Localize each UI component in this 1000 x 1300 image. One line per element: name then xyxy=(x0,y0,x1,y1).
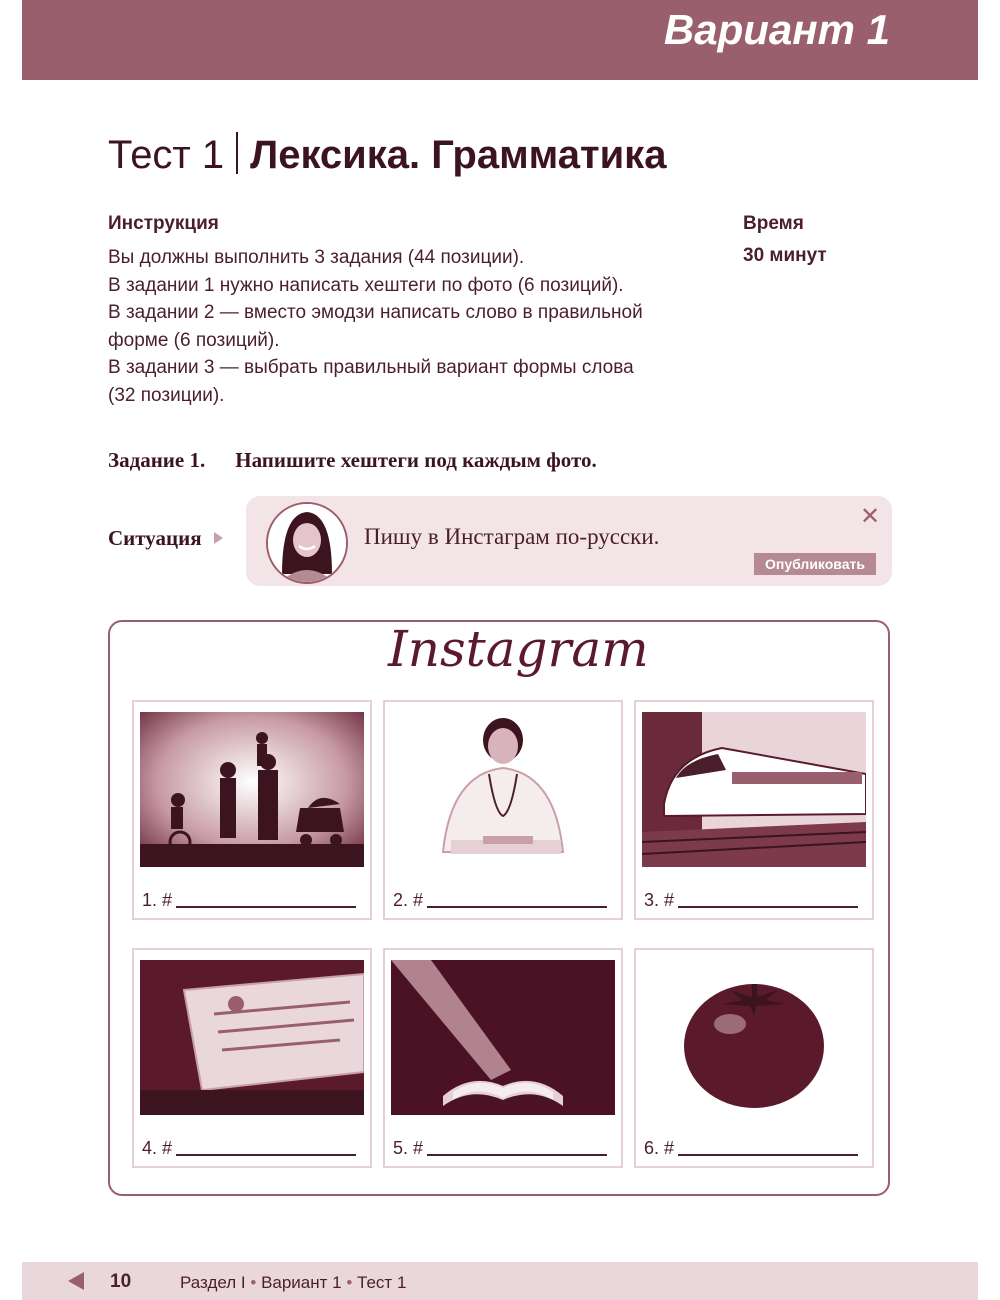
breadcrumb-item: Вариант 1 xyxy=(261,1273,342,1292)
task-text: Напишите хештеги под каждым фото. xyxy=(235,448,597,472)
photo-card xyxy=(634,948,874,1168)
instruction-text xyxy=(108,244,718,409)
publish-button[interactable]: Опубликовать xyxy=(754,553,876,575)
photo-card xyxy=(634,700,874,920)
train-photo xyxy=(642,712,866,867)
family-silhouette-photo xyxy=(140,712,364,867)
hashtag-label: 2. # xyxy=(393,890,424,910)
situation-arrow-icon xyxy=(214,532,223,544)
hashtag-label: 1. # xyxy=(142,890,173,910)
answer-line[interactable] xyxy=(427,906,607,908)
instruction-line: В задании 1 нужно написать хештеги по фото (6 позиций). xyxy=(108,274,624,296)
answer-line[interactable] xyxy=(678,906,858,908)
hashtag-label: 4. # xyxy=(142,1138,173,1158)
breadcrumb-item: Тест 1 xyxy=(357,1273,407,1292)
task-number: Задание 1. xyxy=(108,448,206,472)
task-heading xyxy=(108,448,597,473)
photo-card xyxy=(383,948,623,1168)
header-bar xyxy=(22,0,978,80)
instruction-line: В задании 2 — вместо эмодзи написать слово в правильной xyxy=(108,302,643,323)
situation-label: Ситуация xyxy=(108,526,202,550)
avatar-woman-icon xyxy=(266,502,348,584)
breadcrumb-item: Раздел I xyxy=(180,1273,246,1292)
title-divider xyxy=(236,132,238,174)
ticket-photo xyxy=(140,960,364,1115)
hashtag-label: 6. # xyxy=(644,1138,675,1158)
page-title xyxy=(108,132,666,178)
photo-card xyxy=(132,948,372,1168)
tomato-photo xyxy=(642,960,866,1115)
page-number: 10 xyxy=(110,1271,132,1292)
test-topic: Лексика. Грамматика xyxy=(250,133,667,177)
time-value: 30 минут xyxy=(743,245,827,266)
instruction-line: (32 позиции). xyxy=(108,384,225,406)
answer-line[interactable] xyxy=(427,1154,607,1156)
breadcrumb xyxy=(180,1273,406,1293)
instruction-heading: Инструкция xyxy=(108,213,219,234)
close-icon[interactable]: ✕ xyxy=(860,503,881,530)
instruction-line: форме (6 позиций). xyxy=(108,329,280,351)
breadcrumb-separator: • xyxy=(250,1273,257,1292)
doctor-photo xyxy=(391,712,615,867)
post-composer xyxy=(246,496,892,586)
test-number: Тест 1 xyxy=(108,133,225,177)
answer-line[interactable] xyxy=(678,1154,858,1156)
photo-card xyxy=(132,700,372,920)
open-book-photo xyxy=(391,960,615,1115)
instagram-logo: Instagram xyxy=(388,620,649,678)
photo-card xyxy=(383,700,623,920)
hashtag-label: 3. # xyxy=(644,890,675,910)
hashtag-label: 5. # xyxy=(393,1138,424,1158)
instruction-line: Вы должны выполнить 3 задания (44 позиции). xyxy=(108,247,525,268)
page-footer xyxy=(22,1262,978,1300)
answer-line[interactable] xyxy=(176,906,356,908)
time-heading: Время xyxy=(743,213,804,234)
variant-title: Вариант 1 xyxy=(663,6,890,53)
breadcrumb-separator: • xyxy=(346,1273,353,1292)
answer-line[interactable] xyxy=(176,1154,356,1156)
instruction-line: В задании 3 — выбрать правильный вариант формы слова xyxy=(108,357,634,378)
prev-page-icon[interactable] xyxy=(68,1272,84,1290)
post-text[interactable]: Пишу в Инстаграм по-русски. xyxy=(364,524,660,549)
